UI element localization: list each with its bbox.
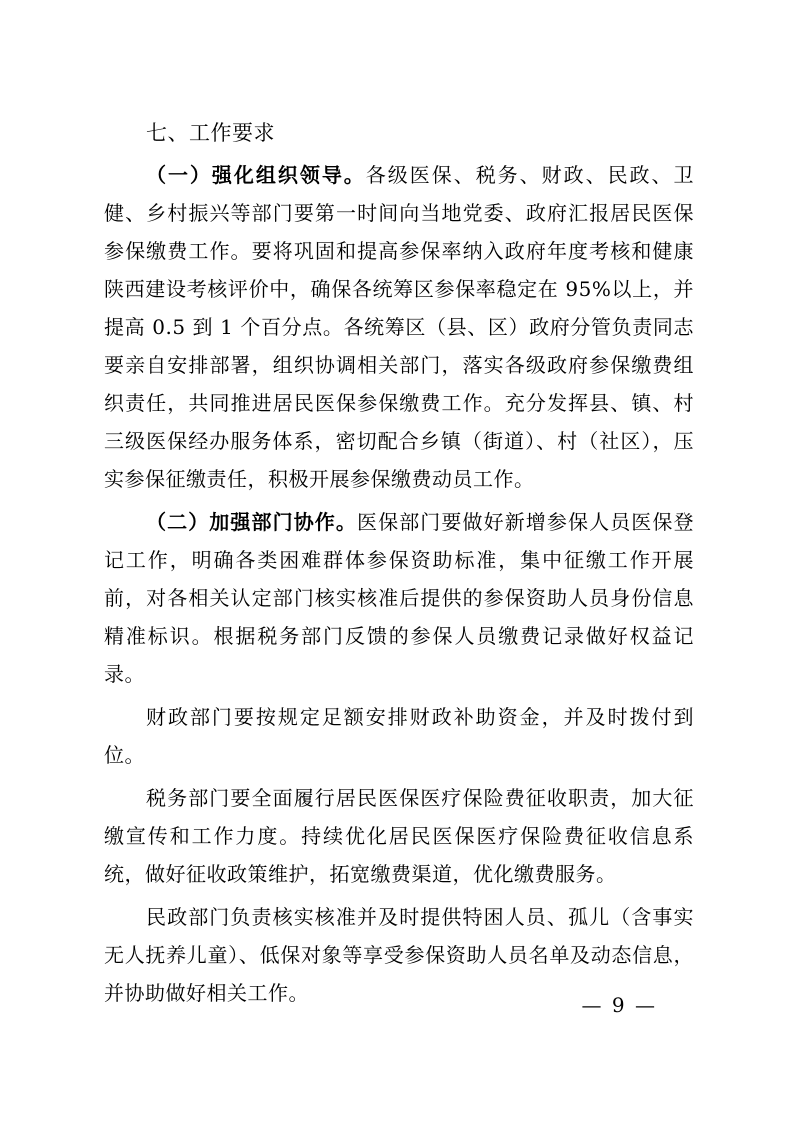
paragraph-department-cooperation xyxy=(104,503,694,693)
paragraph-lead: （一）强化组织领导。 xyxy=(146,163,366,187)
paragraph-text: 医保部门要做好新增参保人员医保登记工作，明确各类困难群体参保资助标准，集中征缴工作开展前，对各相关认定部门核实核准后提供的参保资助人员身份信息精准标识。根据税务部门反馈的参保人员缴费记录做好权益记录。 xyxy=(104,510,694,686)
paragraph-text: 民政部门负责核实核准并及时提供特困人员、孤儿（含事实无人抚养儿童）、低保对象等享受参保资助人员名单及动态信息，并协助做好相关工作。 xyxy=(104,905,694,1005)
paragraph-text: 财政部门要按规定足额安排财政补助资金，并及时拨付到位。 xyxy=(104,705,694,767)
paragraph-text: 税务部门要全面履行居民医保医疗保险费征收职责，加大征缴宣传和工作力度。持续优化居民医保医疗保险费征收信息系统，做好征收政策维护，拓宽缴费渠道，优化缴费服务。 xyxy=(104,786,694,886)
paragraph-text: 各级医保、税务、财政、民政、卫健、乡村振兴等部门要第一时间向当地党委、政府汇报居民医保参保缴费工作。要将巩固和提高参保率纳入政府年度考核和健康陕西建设考核评价中，确保各统筹区参保率稳定在 95%以上，并提高 0.5 到 1 个百分点。各统筹区（县、区）政府分管负责同志要亲自安排部署，组织协调相关部门，落实各级政府参保缴费组织责任，共同推进居民医保参保缴费工作。充分发挥县、镇、村三级医保经办服务体系，密切配合乡镇（街道）、村（社区），压实参保征缴责任，积极开展参保缴费动员工作。 xyxy=(104,163,695,491)
page-number: — 9 — xyxy=(581,993,657,1017)
document-body xyxy=(104,120,694,1017)
paragraph-finance-department xyxy=(104,698,694,774)
section-heading: 七、工作要求 xyxy=(146,121,275,145)
paragraph-tax-department xyxy=(104,779,694,893)
paragraph-lead: （二）加强部门协作。 xyxy=(146,510,357,534)
paragraph-organization-leadership xyxy=(104,156,694,498)
